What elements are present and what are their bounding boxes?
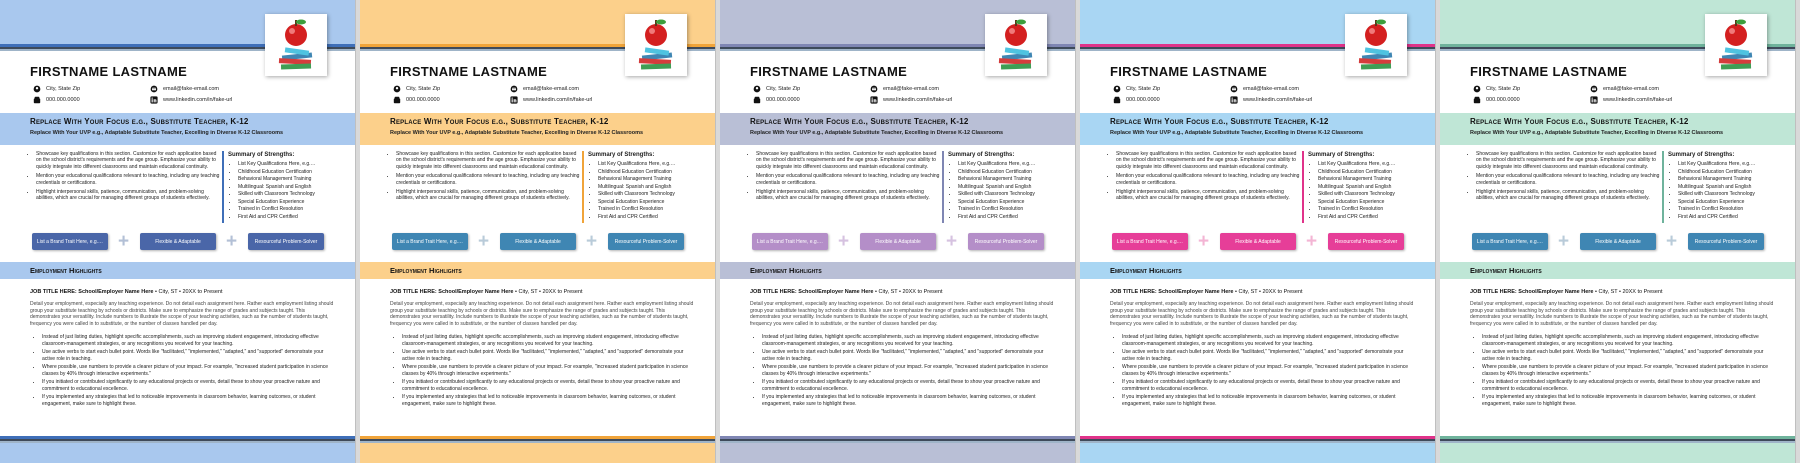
strength-item: • Trained in Conflict Resolution: [1678, 206, 1790, 214]
summary-bullet: • Showcase key qualifications in this section. Customize for each application based on the school district's requirements and the age group. Emphasize your ability to quickly integrate into different classrooms and maintain educational continuity.: [36, 151, 220, 170]
plus-icon: +: [1557, 231, 1570, 252]
job-title-bold: JOB TITLE HERE: School/Employer Name Here: [750, 289, 874, 295]
summary-bullet: • Showcase key qualifications in this section. Customize for each application based on the school district's requirements and the age group. Emphasize your ability to quickly integrate into different classrooms and maintain educational continuity.: [756, 151, 940, 170]
strengths-list: [1308, 161, 1430, 221]
linkedin-icon: [510, 96, 518, 104]
city-text: City, State Zip: [46, 86, 81, 92]
contact-linkedin: [1590, 96, 1672, 104]
contact-phone: [1473, 96, 1520, 104]
strength-item: • First Aid and CPR Certified: [238, 214, 350, 222]
linkedin-text: www.linkedin.com/in/fake-url: [163, 97, 233, 103]
focus-subtitle: Replace With Your UVP e.g., Adaptable Substitute Teacher, Excelling in Diverse K-12 Classrooms: [750, 130, 1004, 136]
phone-icon: [1473, 96, 1481, 104]
employment-title: Employment Highlights: [1110, 266, 1182, 275]
strengths-list: [588, 161, 710, 221]
email-icon: [510, 85, 518, 93]
focus-title: Replace With Your Focus e.g., Substitute Teacher, K-12: [390, 117, 609, 126]
summary-bullets: [396, 151, 580, 205]
strength-item: • Skilled with Classroom Technology: [958, 191, 1070, 199]
contact-city: [393, 85, 440, 93]
brand-trait-badge: List a Brand Trait Here, e.g.…: [1112, 233, 1188, 250]
contact-linkedin: [510, 96, 592, 104]
employment-title: Employment Highlights: [750, 266, 822, 275]
phone-icon: [753, 96, 761, 104]
linkedin-text: www.linkedin.com/in/fake-url: [523, 97, 593, 103]
contact-phone: [393, 96, 440, 104]
strengths-list: [1668, 161, 1790, 221]
linkedin-icon: [1590, 96, 1598, 104]
phone-text: 000.000.0000: [46, 97, 80, 103]
summary-bullet: • Mention your educational qualifications relevant to teaching, including any teaching credentials or certifications.: [1476, 173, 1660, 186]
summary-bullets: [1476, 151, 1660, 205]
summary-bullet: • Mention your educational qualifications relevant to teaching, including any teaching credentials or certifications.: [1116, 173, 1300, 186]
summary-bullet: • Showcase key qualifications in this section. Customize for each application based on the school district's requirements and the age group. Emphasize your ability to quickly integrate into different classrooms and maintain educational continuity.: [396, 151, 580, 170]
summary-bullet: • Highlight interpersonal skills, patience, communication, and problem-solving abilities, which are crucial for managing different groups of students effectively.: [756, 189, 940, 202]
strengths-divider: [942, 151, 944, 223]
job-bullet: • If you initiated or contributed significantly to any educational projects or events, detail these to show your proactive nature and commitment to educational excellence.: [402, 379, 697, 392]
summary-bullet: • Highlight interpersonal skills, patience, communication, and problem-solving abilities, which are crucial for managing different groups of students effectively.: [396, 189, 580, 202]
strength-item: • Special Education Experience: [1318, 199, 1430, 207]
job-bullet: • If you initiated or contributed significantly to any educational projects or events, detail these to show your proactive nature and commitment to educational excellence.: [1122, 379, 1417, 392]
footer-color-band: [720, 443, 1076, 463]
contact-city: [1473, 85, 1520, 93]
strengths-title: Summary of Strengths:: [588, 152, 655, 158]
contact-linkedin: [150, 96, 232, 104]
strengths-box: [1308, 152, 1430, 221]
job-title-rest: • City, ST • 20XX to Present: [1593, 289, 1663, 295]
strengths-title: Summary of Strengths:: [1308, 152, 1375, 158]
brand-trait-badge: Resourceful Problem-Solver: [968, 233, 1044, 250]
strengths-list: [948, 161, 1070, 221]
summary-bullet: • Highlight interpersonal skills, patience, communication, and problem-solving abilities, which are crucial for managing different groups of students effectively.: [1116, 189, 1300, 202]
email-icon: [150, 85, 158, 93]
job-description: Detail your employment, especially any teaching experience. Do not detail each assignment here. Rather each employment listing should group your substitute teaching by schools or districts. Make sure to emphasize the range of grades and subjects taught. This demonstrates your versatility. Include numbers to illustrate the scope of your teaching activities, such as the number of students taught, frequency you were called in to substitute, or the number of classes handled per day.: [30, 301, 334, 327]
job-bullet: • Where possible, use numbers to provide a clearer picture of your impact. For example, "increased student participation in science classes by 40% through interactive experiments.": [762, 364, 1057, 377]
job-bullet: • Use active verbs to start each bullet point. Words like "facilitated," "implemented," "adapted," and "supported" demonstrate your active role in teaching.: [1482, 349, 1777, 362]
strengths-divider: [582, 151, 584, 223]
apple-books-logo: [1345, 14, 1407, 76]
contact-email: [1590, 85, 1659, 93]
brand-trait-badge: Resourceful Problem-Solver: [1328, 233, 1404, 250]
job-title-rest: • City, ST • 20XX to Present: [153, 289, 223, 295]
job-bullet: • If you implemented any strategies that led to noticeable improvements in classroom behavior, learning outcomes, or student engagement, make sure to highlight these.: [1122, 394, 1417, 407]
summary-bullet: • Showcase key qualifications in this section. Customize for each application based on the school district's requirements and the age group. Emphasize your ability to quickly integrate into different classrooms and maintain educational continuity.: [1476, 151, 1660, 170]
job-description: Detail your employment, especially any teaching experience. Do not detail each assignment here. Rather each employment listing should group your substitute teaching by schools or districts. Make sure to emphasize the range of grades and subjects taught. This demonstrates your versatility. Include numbers to illustrate the scope of your teaching activities, such as the number of students taught, frequency you were called in to substitute, or the number of classes handled per day.: [1470, 301, 1774, 327]
job-bullet: • If you implemented any strategies that led to noticeable improvements in classroom behavior, learning outcomes, or student engagement, make sure to highlight these.: [762, 394, 1057, 407]
strength-item: • Childhood Education Certification: [1318, 169, 1430, 177]
job-bullet: • Instead of just listing duties, highlight specific accomplishments, such as improving student engagement, introducing effective classroom-management strategies, or any recognitions you received for your teaching.: [762, 334, 1057, 347]
strength-item: • Special Education Experience: [238, 199, 350, 207]
email-text: email@fake-email.com: [1603, 86, 1660, 92]
summary-bullet: • Showcase key qualifications in this section. Customize for each application based on the school district's requirements and the age group. Emphasize your ability to quickly integrate into different classrooms and maintain educational continuity.: [1116, 151, 1300, 170]
strengths-divider: [1302, 151, 1304, 223]
strength-item: • Childhood Education Certification: [958, 169, 1070, 177]
plus-icon: +: [945, 231, 958, 252]
apple-books-icon: [985, 14, 1047, 76]
contact-city: [1113, 85, 1160, 93]
job-description: Detail your employment, especially any teaching experience. Do not detail each assignment here. Rather each employment listing should group your substitute teaching by schools or districts. Make sure to emphasize the range of grades and subjects taught. This demonstrates your versatility. Include numbers to illustrate the scope of your teaching activities, such as the number of students taught, frequency you were called in to substitute, or the number of classes handled per day.: [390, 301, 694, 327]
resume-page-pink[interactable]: [1080, 0, 1436, 463]
job-title-bold: JOB TITLE HERE: School/Employer Name Here: [1110, 289, 1234, 295]
email-text: email@fake-email.com: [883, 86, 940, 92]
job-bullets: [402, 334, 697, 409]
brand-trait-badge: List a Brand Trait Here, e.g.…: [32, 233, 108, 250]
job-bullets: [42, 334, 337, 409]
linkedin-icon: [150, 96, 158, 104]
contact-linkedin: [1230, 96, 1312, 104]
employment-title: Employment Highlights: [390, 266, 462, 275]
brand-trait-badge: Flexible & Adaptable: [1580, 233, 1656, 250]
job-bullet: • Use active verbs to start each bullet point. Words like "facilitated," "implemented," "adapted," and "supported" demonstrate your active role in teaching.: [1122, 349, 1417, 362]
candidate-name: FIRSTNAME LASTNAME: [750, 64, 908, 79]
candidate-name: FIRSTNAME LASTNAME: [1470, 64, 1628, 79]
candidate-name: FIRSTNAME LASTNAME: [1110, 64, 1268, 79]
strengths-title: Summary of Strengths:: [948, 152, 1015, 158]
strengths-divider: [1662, 151, 1664, 223]
phone-text: 000.000.0000: [766, 97, 800, 103]
apple-books-icon: [1345, 14, 1407, 76]
resume-page-blue[interactable]: [0, 0, 356, 463]
plus-icon: +: [477, 231, 490, 252]
strengths-list: [228, 161, 350, 221]
contact-phone: [1113, 96, 1160, 104]
job-bullet: • Instead of just listing duties, highlight specific accomplishments, such as improving student engagement, introducing effective classroom-management strategies, or any recognitions you received for your teaching.: [42, 334, 337, 347]
plus-icon: +: [1197, 231, 1210, 252]
job-title: [750, 289, 943, 295]
apple-books-logo: [985, 14, 1047, 76]
brand-trait-badge: List a Brand Trait Here, e.g.…: [392, 233, 468, 250]
strength-item: • Trained in Conflict Resolution: [958, 206, 1070, 214]
strength-item: • Childhood Education Certification: [598, 169, 710, 177]
plus-icon: +: [117, 231, 130, 252]
strength-item: • Multilingual: Spanish and English: [1318, 184, 1430, 192]
linkedin-text: www.linkedin.com/in/fake-url: [1243, 97, 1313, 103]
strength-item: • List Key Qualifications Here, e.g.…: [1318, 161, 1430, 169]
footer-color-band: [1440, 443, 1796, 463]
footer-color-band: [360, 443, 716, 463]
apple-books-icon: [1705, 14, 1767, 76]
strength-item: • First Aid and CPR Certified: [1678, 214, 1790, 222]
focus-title: Replace With Your Focus e.g., Substitute Teacher, K-12: [1470, 117, 1689, 126]
job-title: [1470, 289, 1663, 295]
email-icon: [1230, 85, 1238, 93]
contact-email: [150, 85, 219, 93]
strengths-title: Summary of Strengths:: [1668, 152, 1735, 158]
strength-item: • Skilled with Classroom Technology: [238, 191, 350, 199]
strength-item: • Multilingual: Spanish and English: [958, 184, 1070, 192]
phone-icon: [33, 96, 41, 104]
apple-books-logo: [625, 14, 687, 76]
candidate-name: FIRSTNAME LASTNAME: [30, 64, 188, 79]
employment-title: Employment Highlights: [1470, 266, 1542, 275]
job-title-bold: JOB TITLE HERE: School/Employer Name Here: [1470, 289, 1594, 295]
job-bullet: • Where possible, use numbers to provide a clearer picture of your impact. For example, "increased student participation in science classes by 40% through interactive experiments.": [42, 364, 337, 377]
brand-trait-badge: Flexible & Adaptable: [140, 233, 216, 250]
contact-email: [870, 85, 939, 93]
contact-email: [1230, 85, 1299, 93]
phone-icon: [393, 96, 401, 104]
brand-trait-badge: Flexible & Adaptable: [860, 233, 936, 250]
strength-item: • Behavioral Management Training: [1318, 176, 1430, 184]
location-icon: [393, 85, 401, 93]
job-bullet: • Instead of just listing duties, highlight specific accomplishments, such as improving student engagement, introducing effective classroom-management strategies, or any recognitions you received for your teaching.: [1482, 334, 1777, 347]
employment-title: Employment Highlights: [30, 266, 102, 275]
strength-item: • Behavioral Management Training: [238, 176, 350, 184]
summary-bullets: [1116, 151, 1300, 205]
job-bullet: • Use active verbs to start each bullet point. Words like "facilitated," "implemented," "adapted," and "supported" demonstrate your active role in teaching.: [42, 349, 337, 362]
email-text: email@fake-email.com: [163, 86, 220, 92]
apple-books-logo: [265, 14, 327, 76]
contact-city: [753, 85, 800, 93]
location-icon: [753, 85, 761, 93]
linkedin-text: www.linkedin.com/in/fake-url: [883, 97, 953, 103]
strength-item: • List Key Qualifications Here, e.g.…: [958, 161, 1070, 169]
city-text: City, State Zip: [1486, 86, 1521, 92]
linkedin-text: www.linkedin.com/in/fake-url: [1603, 97, 1673, 103]
strength-item: • Skilled with Classroom Technology: [1678, 191, 1790, 199]
summary-bullets: [36, 151, 220, 205]
job-bullet: • Use active verbs to start each bullet point. Words like "facilitated," "implemented," "adapted," and "supported" demonstrate your active role in teaching.: [402, 349, 697, 362]
linkedin-icon: [1230, 96, 1238, 104]
strength-item: • First Aid and CPR Certified: [598, 214, 710, 222]
strength-item: • Special Education Experience: [1678, 199, 1790, 207]
city-text: City, State Zip: [406, 86, 441, 92]
contact-linkedin: [870, 96, 952, 104]
strength-item: • Childhood Education Certification: [1678, 169, 1790, 177]
job-bullet: • If you initiated or contributed significantly to any educational projects or events, detail these to show your proactive nature and commitment to educational excellence.: [762, 379, 1057, 392]
strengths-divider: [222, 151, 224, 223]
strengths-title: Summary of Strengths:: [228, 152, 295, 158]
email-text: email@fake-email.com: [1243, 86, 1300, 92]
focus-title: Replace With Your Focus e.g., Substitute Teacher, K-12: [30, 117, 249, 126]
resume-page-mint[interactable]: [1440, 0, 1796, 463]
strength-item: • Special Education Experience: [958, 199, 1070, 207]
focus-subtitle: Replace With Your UVP e.g., Adaptable Substitute Teacher, Excelling in Diverse K-12 Classrooms: [1470, 130, 1724, 136]
resume-page-orange[interactable]: [360, 0, 716, 463]
plus-icon: +: [1305, 231, 1318, 252]
strengths-box: [1668, 152, 1790, 221]
strength-item: • Trained in Conflict Resolution: [238, 206, 350, 214]
strength-item: • Behavioral Management Training: [1678, 176, 1790, 184]
brand-trait-badge: Resourceful Problem-Solver: [1688, 233, 1764, 250]
plus-icon: +: [1665, 231, 1678, 252]
brand-trait-badge: List a Brand Trait Here, e.g.…: [752, 233, 828, 250]
strength-item: • Behavioral Management Training: [598, 176, 710, 184]
strength-item: • Skilled with Classroom Technology: [1318, 191, 1430, 199]
job-bullet: • If you initiated or contributed significantly to any educational projects or events, detail these to show your proactive nature and commitment to educational excellence.: [42, 379, 337, 392]
brand-trait-badge: Flexible & Adaptable: [1220, 233, 1296, 250]
apple-books-icon: [625, 14, 687, 76]
job-title: [390, 289, 583, 295]
candidate-name: FIRSTNAME LASTNAME: [390, 64, 548, 79]
focus-subtitle: Replace With Your UVP e.g., Adaptable Substitute Teacher, Excelling in Diverse K-12 Classrooms: [30, 130, 284, 136]
job-title: [1110, 289, 1303, 295]
email-icon: [870, 85, 878, 93]
footer-color-band: [1080, 443, 1436, 463]
strength-item: • Multilingual: Spanish and English: [1678, 184, 1790, 192]
job-bullets: [762, 334, 1057, 409]
brand-trait-badge: Flexible & Adaptable: [500, 233, 576, 250]
plus-icon: +: [225, 231, 238, 252]
contact-phone: [753, 96, 800, 104]
strengths-box: [588, 152, 710, 221]
job-bullet: • Where possible, use numbers to provide a clearer picture of your impact. For example, "increased student participation in science classes by 40% through interactive experiments.": [1482, 364, 1777, 377]
linkedin-icon: [870, 96, 878, 104]
strength-item: • Special Education Experience: [598, 199, 710, 207]
job-bullet: • If you implemented any strategies that led to noticeable improvements in classroom behavior, learning outcomes, or student engagement, make sure to highlight these.: [402, 394, 697, 407]
phone-text: 000.000.0000: [1126, 97, 1160, 103]
city-text: City, State Zip: [766, 86, 801, 92]
job-bullet: • If you implemented any strategies that led to noticeable improvements in classroom behavior, learning outcomes, or student engagement, make sure to highlight these.: [42, 394, 337, 407]
contact-phone: [33, 96, 80, 104]
job-bullet: • Instead of just listing duties, highlight specific accomplishments, such as improving student engagement, introducing effective classroom-management strategies, or any recognitions you received for your teaching.: [1122, 334, 1417, 347]
strength-item: • Multilingual: Spanish and English: [598, 184, 710, 192]
plus-icon: +: [585, 231, 598, 252]
job-bullet: • Instead of just listing duties, highlight specific accomplishments, such as improving student engagement, introducing effective classroom-management strategies, or any recognitions you received for your teaching.: [402, 334, 697, 347]
summary-bullet: • Highlight interpersonal skills, patience, communication, and problem-solving abilities, which are crucial for managing different groups of students effectively.: [36, 189, 220, 202]
contact-email: [510, 85, 579, 93]
strengths-box: [948, 152, 1070, 221]
phone-text: 000.000.0000: [1486, 97, 1520, 103]
job-bullets: [1122, 334, 1417, 409]
email-icon: [1590, 85, 1598, 93]
summary-bullets: [756, 151, 940, 205]
job-bullets: [1482, 334, 1777, 409]
strength-item: • Trained in Conflict Resolution: [598, 206, 710, 214]
location-icon: [33, 85, 41, 93]
summary-bullet: • Mention your educational qualifications relevant to teaching, including any teaching credentials or certifications.: [396, 173, 580, 186]
phone-text: 000.000.0000: [406, 97, 440, 103]
apple-books-logo: [1705, 14, 1767, 76]
strength-item: • List Key Qualifications Here, e.g.…: [598, 161, 710, 169]
strength-item: • First Aid and CPR Certified: [958, 214, 1070, 222]
strength-item: • Skilled with Classroom Technology: [598, 191, 710, 199]
job-bullet: • If you initiated or contributed significantly to any educational projects or events, detail these to show your proactive nature and commitment to educational excellence.: [1482, 379, 1777, 392]
city-text: City, State Zip: [1126, 86, 1161, 92]
strength-item: • List Key Qualifications Here, e.g.…: [1678, 161, 1790, 169]
focus-subtitle: Replace With Your UVP e.g., Adaptable Substitute Teacher, Excelling in Diverse K-12 Classrooms: [390, 130, 644, 136]
strength-item: • Multilingual: Spanish and English: [238, 184, 350, 192]
job-title-rest: • City, ST • 20XX to Present: [873, 289, 943, 295]
job-title-bold: JOB TITLE HERE: School/Employer Name Here: [30, 289, 154, 295]
job-title-rest: • City, ST • 20XX to Present: [1233, 289, 1303, 295]
strength-item: • Behavioral Management Training: [958, 176, 1070, 184]
job-bullet: • Where possible, use numbers to provide a clearer picture of your impact. For example, "increased student participation in science classes by 40% through interactive experiments.": [402, 364, 697, 377]
strength-item: • Trained in Conflict Resolution: [1318, 206, 1430, 214]
plus-icon: +: [837, 231, 850, 252]
strength-item: • Childhood Education Certification: [238, 169, 350, 177]
brand-trait-badge: Resourceful Problem-Solver: [608, 233, 684, 250]
brand-trait-badge: List a Brand Trait Here, e.g.…: [1472, 233, 1548, 250]
brand-trait-badge: Resourceful Problem-Solver: [248, 233, 324, 250]
focus-title: Replace With Your Focus e.g., Substitute Teacher, K-12: [750, 117, 969, 126]
job-bullet: • Use active verbs to start each bullet point. Words like "facilitated," "implemented," "adapted," and "supported" demonstrate your active role in teaching.: [762, 349, 1057, 362]
job-description: Detail your employment, especially any teaching experience. Do not detail each assignment here. Rather each employment listing should group your substitute teaching by schools or districts. Make sure to emphasize the range of grades and subjects taught. This demonstrates your versatility. Include numbers to illustrate the scope of your teaching activities, such as the number of students taught, frequency you were called in to substitute, or the number of classes handled per day.: [1110, 301, 1414, 327]
apple-books-icon: [265, 14, 327, 76]
strength-item: • List Key Qualifications Here, e.g.…: [238, 161, 350, 169]
phone-icon: [1113, 96, 1121, 104]
contact-city: [33, 85, 80, 93]
focus-subtitle: Replace With Your UVP e.g., Adaptable Substitute Teacher, Excelling in Diverse K-12 Classrooms: [1110, 130, 1364, 136]
location-icon: [1473, 85, 1481, 93]
strength-item: • First Aid and CPR Certified: [1318, 214, 1430, 222]
job-title: [30, 289, 223, 295]
summary-bullet: • Highlight interpersonal skills, patience, communication, and problem-solving abilities, which are crucial for managing different groups of students effectively.: [1476, 189, 1660, 202]
job-bullet: • If you implemented any strategies that led to noticeable improvements in classroom behavior, learning outcomes, or student engagement, make sure to highlight these.: [1482, 394, 1777, 407]
location-icon: [1113, 85, 1121, 93]
job-title-rest: • City, ST • 20XX to Present: [513, 289, 583, 295]
summary-bullet: • Mention your educational qualifications relevant to teaching, including any teaching credentials or certifications.: [36, 173, 220, 186]
job-description: Detail your employment, especially any teaching experience. Do not detail each assignment here. Rather each employment listing should group your substitute teaching by schools or districts. Make sure to emphasize the range of grades and subjects taught. This demonstrates your versatility. Include numbers to illustrate the scope of your teaching activities, such as the number of students taught, frequency you were called in to substitute, or the number of classes handled per day.: [750, 301, 1054, 327]
strengths-box: [228, 152, 350, 221]
summary-bullet: • Mention your educational qualifications relevant to teaching, including any teaching credentials or certifications.: [756, 173, 940, 186]
job-bullet: • Where possible, use numbers to provide a clearer picture of your impact. For example, "increased student participation in science classes by 40% through interactive experiments.": [1122, 364, 1417, 377]
focus-title: Replace With Your Focus e.g., Substitute Teacher, K-12: [1110, 117, 1329, 126]
job-title-bold: JOB TITLE HERE: School/Employer Name Here: [390, 289, 514, 295]
email-text: email@fake-email.com: [523, 86, 580, 92]
resume-page-lavender[interactable]: [720, 0, 1076, 463]
footer-color-band: [0, 443, 356, 463]
